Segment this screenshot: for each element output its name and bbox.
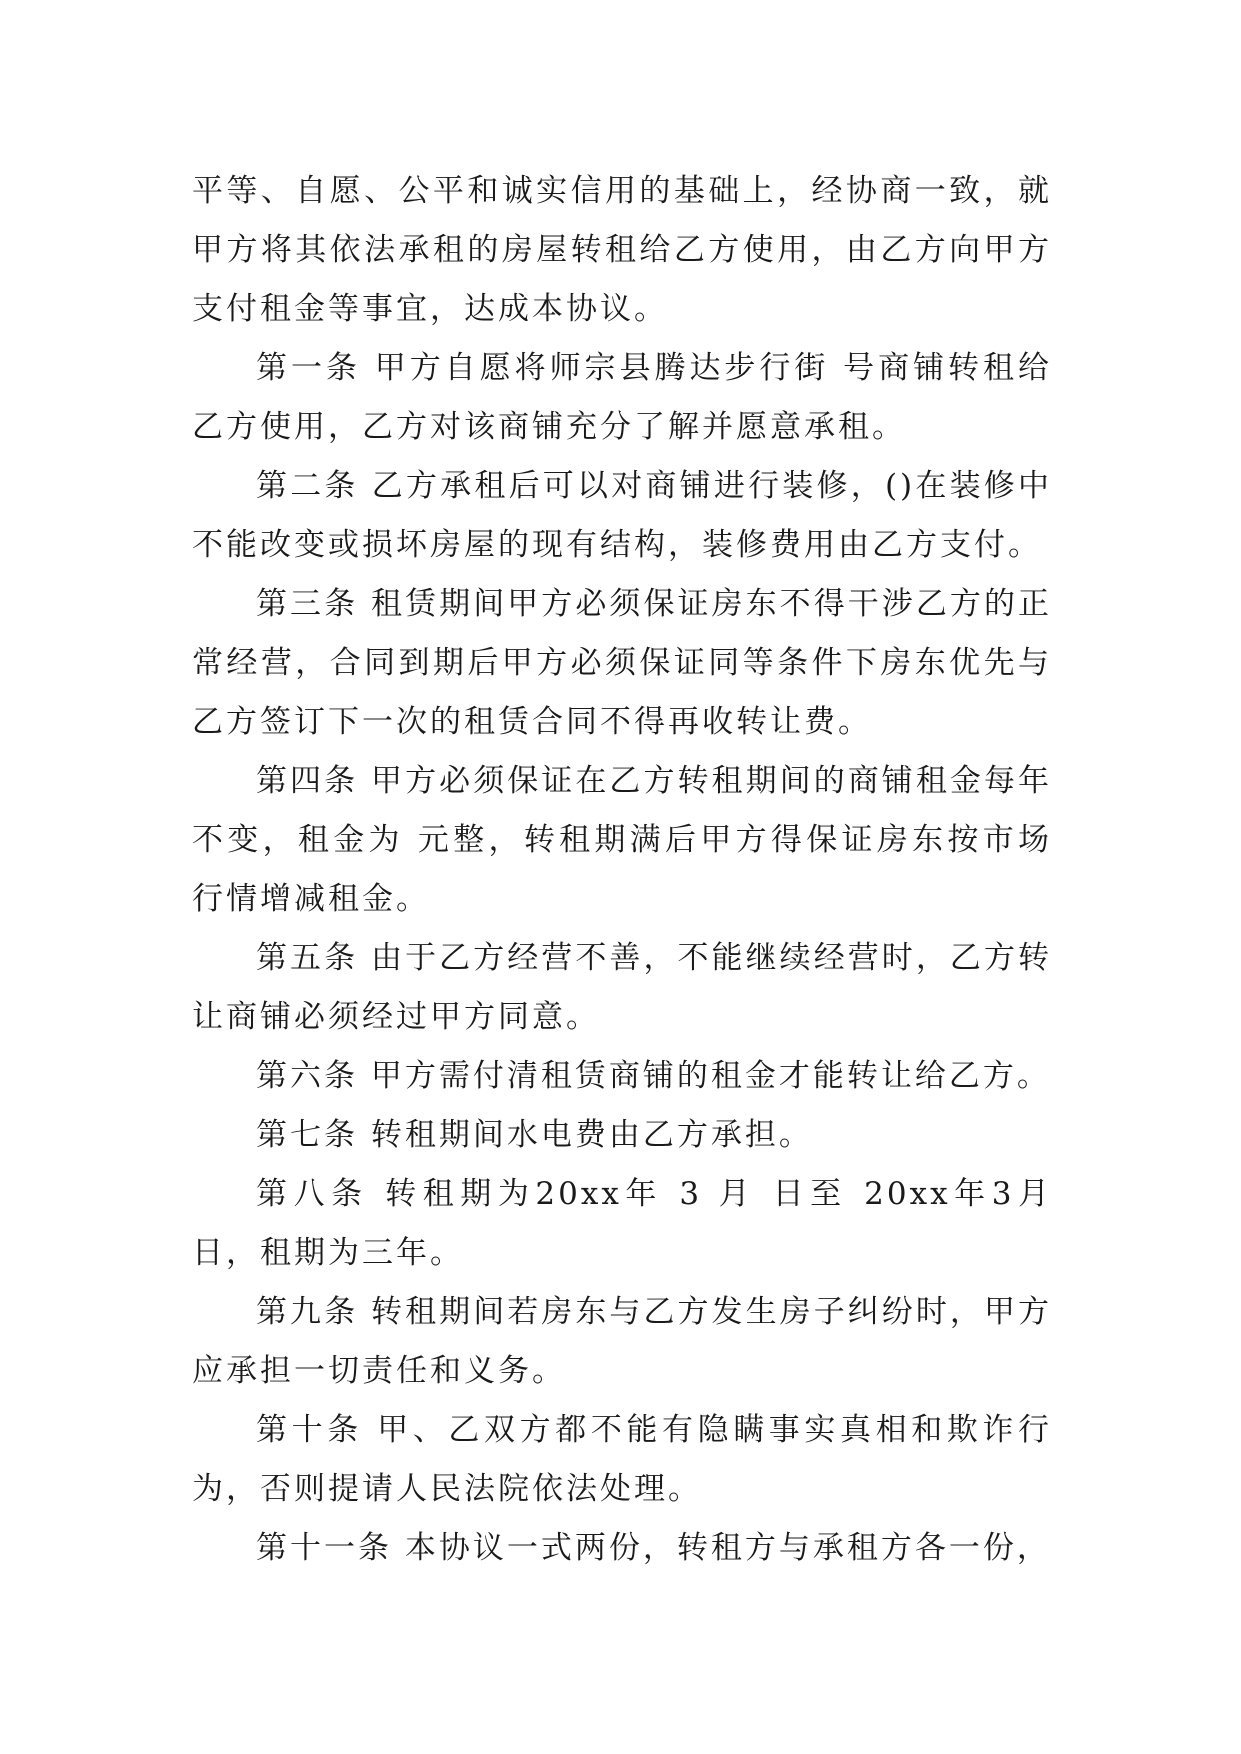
article-3: 第三条 租赁期间甲方必须保证房东不得干涉乙方的正常经营，合同到期后甲方必须保证同等条件下房东优先与乙方签订下一次的租赁合同不得再收转让费。 (192, 586, 1052, 740)
article-9: 第九条 转租期间若房东与乙方发生房子纠纷时，甲方应承担一切责任和义务。 (192, 1294, 1052, 1389)
paragraph-intro: 平等、自愿、公平和诚实信用的基础上，经协商一致，就甲方将其依法承租的房屋转租给乙方使用，由乙方向甲方支付租金等事宜，达成本协议。 (192, 173, 1052, 327)
article-8: 第八条 转租期为20xx年 3 月 日至 20xx年3月 日，租期为三年。 (192, 1176, 1052, 1271)
article-5: 第五条 由于乙方经营不善，不能继续经营时，乙方转让商铺必须经过甲方同意。 (192, 940, 1052, 1035)
article-2: 第二条 乙方承租后可以对商铺进行装修，()在装修中不能改变或损坏房屋的现有结构，装修费用由乙方支付。 (192, 468, 1052, 563)
document-body (192, 162, 1052, 1578)
article-1: 第一条 甲方自愿将师宗县腾达步行街 号商铺转租给乙方使用，乙方对该商铺充分了解并愿意承租。 (192, 350, 1052, 445)
article-6: 第六条 甲方需付清租赁商铺的租金才能转让给乙方。 (256, 1058, 1051, 1094)
article-11: 第十一条 本协议一式两份，转租方与承租方各一份， (256, 1530, 1051, 1566)
article-7: 第七条 转租期间水电费由乙方承担。 (256, 1117, 813, 1153)
article-4: 第四条 甲方必须保证在乙方转租期间的商铺租金每年不变，租金为 元整，转租期满后甲方得保证房东按市场行情增减租金。 (192, 763, 1052, 917)
article-10: 第十条 甲、乙双方都不能有隐瞒事实真相和欺诈行为，否则提请人民法院依法处理。 (192, 1412, 1052, 1507)
